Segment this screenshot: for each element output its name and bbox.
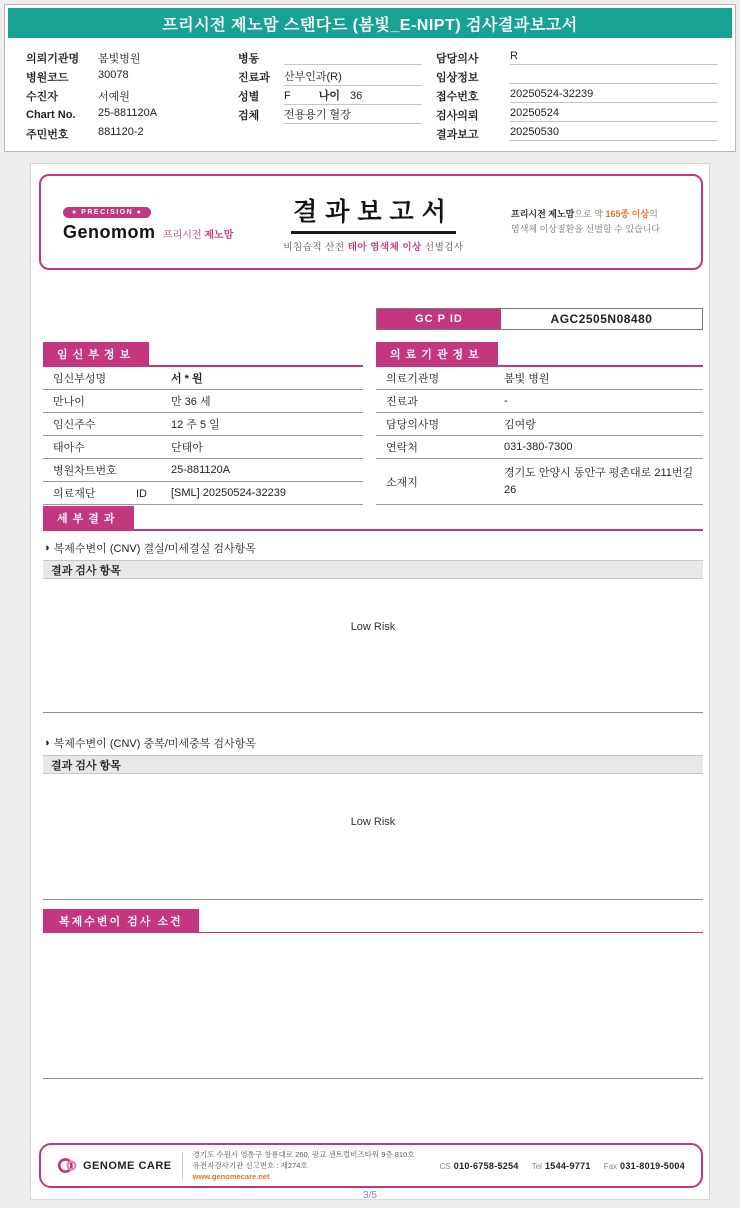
field-label: 의뢰기관명 xyxy=(26,52,80,65)
cnv-deletion-heading xyxy=(43,540,703,556)
header-field-row xyxy=(238,86,422,105)
findings-section-title: 복제수변이 검사 소견 xyxy=(43,909,199,932)
gcpid-value: AGC2505N08480 xyxy=(501,309,702,329)
field-label: 수진자 xyxy=(26,90,58,103)
subtitle-pre: 비침습적 산전 xyxy=(283,241,348,253)
row-value: 봄빛 병원 xyxy=(504,373,550,385)
row-value: 25-881120A xyxy=(171,464,231,476)
field-label: 진료과 xyxy=(238,71,270,84)
half-filled-circle-icon: ◑ xyxy=(43,541,50,554)
genomom-wordmark xyxy=(63,222,236,243)
row-label: 의료기관명 xyxy=(386,373,440,385)
genomom-logo-text: Genomom xyxy=(63,222,156,242)
report-title-block xyxy=(236,192,511,253)
row-value: 서 * 원 xyxy=(171,373,203,385)
tagline-mid: 으로 약 xyxy=(574,209,606,220)
field-label: 검사의뢰 xyxy=(436,109,479,122)
table-row xyxy=(376,413,703,436)
detail-results-section xyxy=(43,506,703,1079)
row-label: 임신주수 xyxy=(53,419,96,431)
genome-care-logo-text: GENOME CARE xyxy=(83,1159,172,1172)
field-value: 20250530 xyxy=(510,126,718,141)
fax-number: 031-8019-5004 xyxy=(620,1160,685,1171)
header-field-row xyxy=(26,67,238,86)
clinic-info-title: 의료기관정보 xyxy=(376,342,498,365)
cs-number: 010-6758-5254 xyxy=(453,1160,519,1171)
row-value: 031-380-7300 xyxy=(504,441,573,453)
age-value: 36 xyxy=(350,89,363,102)
field-label: 주민번호 xyxy=(26,128,69,141)
subtitle-post: 선별검사 xyxy=(421,241,464,253)
cnv-heading-text: 복제수변이 (CNV) 중복/미세중복 검사항목 xyxy=(53,738,256,750)
page-number: 3/5 xyxy=(363,1190,377,1201)
header-field-row xyxy=(238,105,422,124)
age-label: 나이 xyxy=(318,89,340,102)
tagline-bold: 프리시전 제노맘 xyxy=(511,209,575,220)
table-row xyxy=(43,390,363,413)
field-value: 전용용기 혈장 xyxy=(284,106,422,124)
table-row xyxy=(376,390,703,413)
report-page xyxy=(30,163,710,1200)
footer-contacts xyxy=(440,1161,701,1171)
cs-contact xyxy=(440,1161,519,1171)
logo-sub-light: 프리시전 xyxy=(162,230,202,241)
half-filled-circle-icon: ◑ xyxy=(43,736,50,749)
row-label: 연락처 xyxy=(386,442,418,454)
patient-header-col2 xyxy=(238,48,436,143)
genome-care-logo-icon xyxy=(57,1155,78,1176)
header-field-row xyxy=(26,124,238,143)
header-field-row xyxy=(436,124,718,143)
cnv-duplication-result-zone xyxy=(43,774,703,900)
header-field-row xyxy=(436,105,718,124)
field-label: Chart No. xyxy=(26,108,76,121)
tagline-highlight: 165종 이상 xyxy=(605,209,650,220)
field-label: 검체 xyxy=(238,109,260,122)
field-value: 881120-2 xyxy=(98,126,144,138)
field-label: 임상정보 xyxy=(436,71,479,84)
result-items-header: 결과 검사 항목 xyxy=(43,560,703,579)
header-field-row xyxy=(436,67,718,86)
field-value: 산부인과(R) xyxy=(284,68,422,86)
field-value: 20250524-32239 xyxy=(510,88,718,103)
field-value xyxy=(284,87,422,105)
row-label: 태아수 xyxy=(53,442,85,454)
footer-website-link[interactable]: www.genomecare.net xyxy=(192,1172,270,1182)
row-value: 김여랑 xyxy=(504,419,536,431)
table-row xyxy=(376,459,703,505)
cs-label: CS xyxy=(439,1161,451,1171)
tel-number: 1544-9771 xyxy=(544,1160,591,1171)
field-value: 20250524 xyxy=(510,107,718,122)
tel-label: Tel xyxy=(531,1161,542,1171)
sex-value: F xyxy=(284,89,291,102)
field-value: 25-881120A xyxy=(98,107,158,119)
clinic-info-header xyxy=(376,342,703,367)
mother-info-header xyxy=(43,342,363,367)
table-row xyxy=(376,436,703,459)
field-value xyxy=(284,50,422,65)
genomom-logo xyxy=(41,201,236,243)
report-title: 결과보고서 xyxy=(291,192,456,234)
logo-sub-bold: 제노맘 xyxy=(204,230,234,241)
field-label: 결과보고 xyxy=(436,128,479,141)
genomom-logo-korean xyxy=(163,230,233,241)
detail-section-title: 세부결과 xyxy=(43,506,134,529)
report-tagline xyxy=(511,207,701,237)
row-value: 12 주 5 일 xyxy=(171,419,220,431)
table-row xyxy=(376,367,703,390)
detail-section-header xyxy=(43,506,703,531)
footer-address-line1: 경기도 수원시 영통구 창룡대로 260, 광교 센트럴비즈타워 9층 810호 xyxy=(192,1149,415,1159)
subtitle-highlight: 태아 염색체 이상 xyxy=(347,241,422,253)
patient-header-col1 xyxy=(26,48,238,143)
field-value: 봄빛병원 xyxy=(98,52,141,65)
header-field-row xyxy=(238,48,422,67)
fax-contact xyxy=(604,1161,685,1171)
field-label: 담당의사 xyxy=(436,52,479,65)
findings-empty-zone xyxy=(43,933,703,1079)
table-row xyxy=(43,413,363,436)
header-field-row xyxy=(26,86,238,105)
row-label: 임신부성명 xyxy=(53,373,107,385)
tagline-end: 의 xyxy=(649,209,658,220)
table-row xyxy=(43,436,363,459)
patient-header-box xyxy=(4,4,736,152)
risk-result: Low Risk xyxy=(350,816,396,828)
tel-contact xyxy=(532,1161,591,1171)
genome-care-logo xyxy=(41,1155,172,1176)
tagline-line2: 염색체 이상질환을 선별할 수 있습니다 xyxy=(511,224,661,234)
row-value: 경기도 안양시 동안구 평촌대로 211번길 26 xyxy=(504,467,694,496)
field-value: 서예원 xyxy=(98,90,130,103)
row-value: 만 36 세 xyxy=(171,396,211,408)
risk-result: Low Risk xyxy=(350,621,396,633)
header-field-row xyxy=(238,67,422,86)
header-field-row xyxy=(436,86,718,105)
row-value: [SML] 20250524-32239 xyxy=(171,487,286,499)
findings-section-header xyxy=(43,909,703,933)
row-value: - xyxy=(504,395,508,407)
table-row xyxy=(43,367,363,390)
cnv-deletion-result-zone xyxy=(43,579,703,713)
footer-address xyxy=(193,1149,415,1183)
row-value: 단태아 xyxy=(171,442,203,454)
field-value: R xyxy=(510,50,718,65)
field-label: 접수번호 xyxy=(436,90,479,103)
cnv-heading-text: 복제수변이 (CNV) 결실/미세결실 검사항목 xyxy=(53,543,256,555)
precision-badge: ● PRECISION ● xyxy=(63,207,151,218)
table-row xyxy=(43,482,363,505)
field-value: 30078 xyxy=(98,69,129,81)
header-field-row xyxy=(26,48,238,67)
field-value xyxy=(510,69,718,84)
row-label: 소재지 xyxy=(386,476,418,489)
footer-address-line2: 유전자검사기관 신고번호 : 제274호 xyxy=(192,1160,308,1170)
row-label: 의료재단 ID xyxy=(53,488,147,500)
clinic-info-table xyxy=(376,342,703,505)
gcpid-label: GC P ID xyxy=(377,309,501,329)
gcpid-bar xyxy=(376,308,703,330)
field-label: 병동 xyxy=(238,52,260,65)
footer-divider xyxy=(182,1152,183,1180)
mother-info-title: 임신부정보 xyxy=(43,342,149,365)
report-subtitle xyxy=(236,239,511,253)
fax-label: Fax xyxy=(603,1161,618,1171)
field-label: 병원코드 xyxy=(26,71,69,84)
cnv-duplication-heading xyxy=(43,735,703,751)
row-label: 병원차트번호 xyxy=(53,465,117,477)
header-field-row xyxy=(26,105,238,124)
field-label: 성별 xyxy=(238,90,260,103)
patient-header-columns xyxy=(8,48,732,143)
mother-info-table xyxy=(43,342,363,505)
table-row xyxy=(43,459,363,482)
row-label: 만나이 xyxy=(53,396,85,408)
header-field-row xyxy=(436,48,718,67)
footer-box xyxy=(39,1143,703,1188)
report-banner-title: 프리시전 제노맘 스탠다드 (봄빛_E-NIPT) 검사결과보고서 xyxy=(8,8,732,38)
report-header-box xyxy=(39,174,703,270)
row-label: 담당의사명 xyxy=(386,419,440,431)
result-items-header: 결과 검사 항목 xyxy=(43,755,703,774)
row-label: 진료과 xyxy=(386,396,418,408)
patient-header-col3 xyxy=(436,48,732,143)
